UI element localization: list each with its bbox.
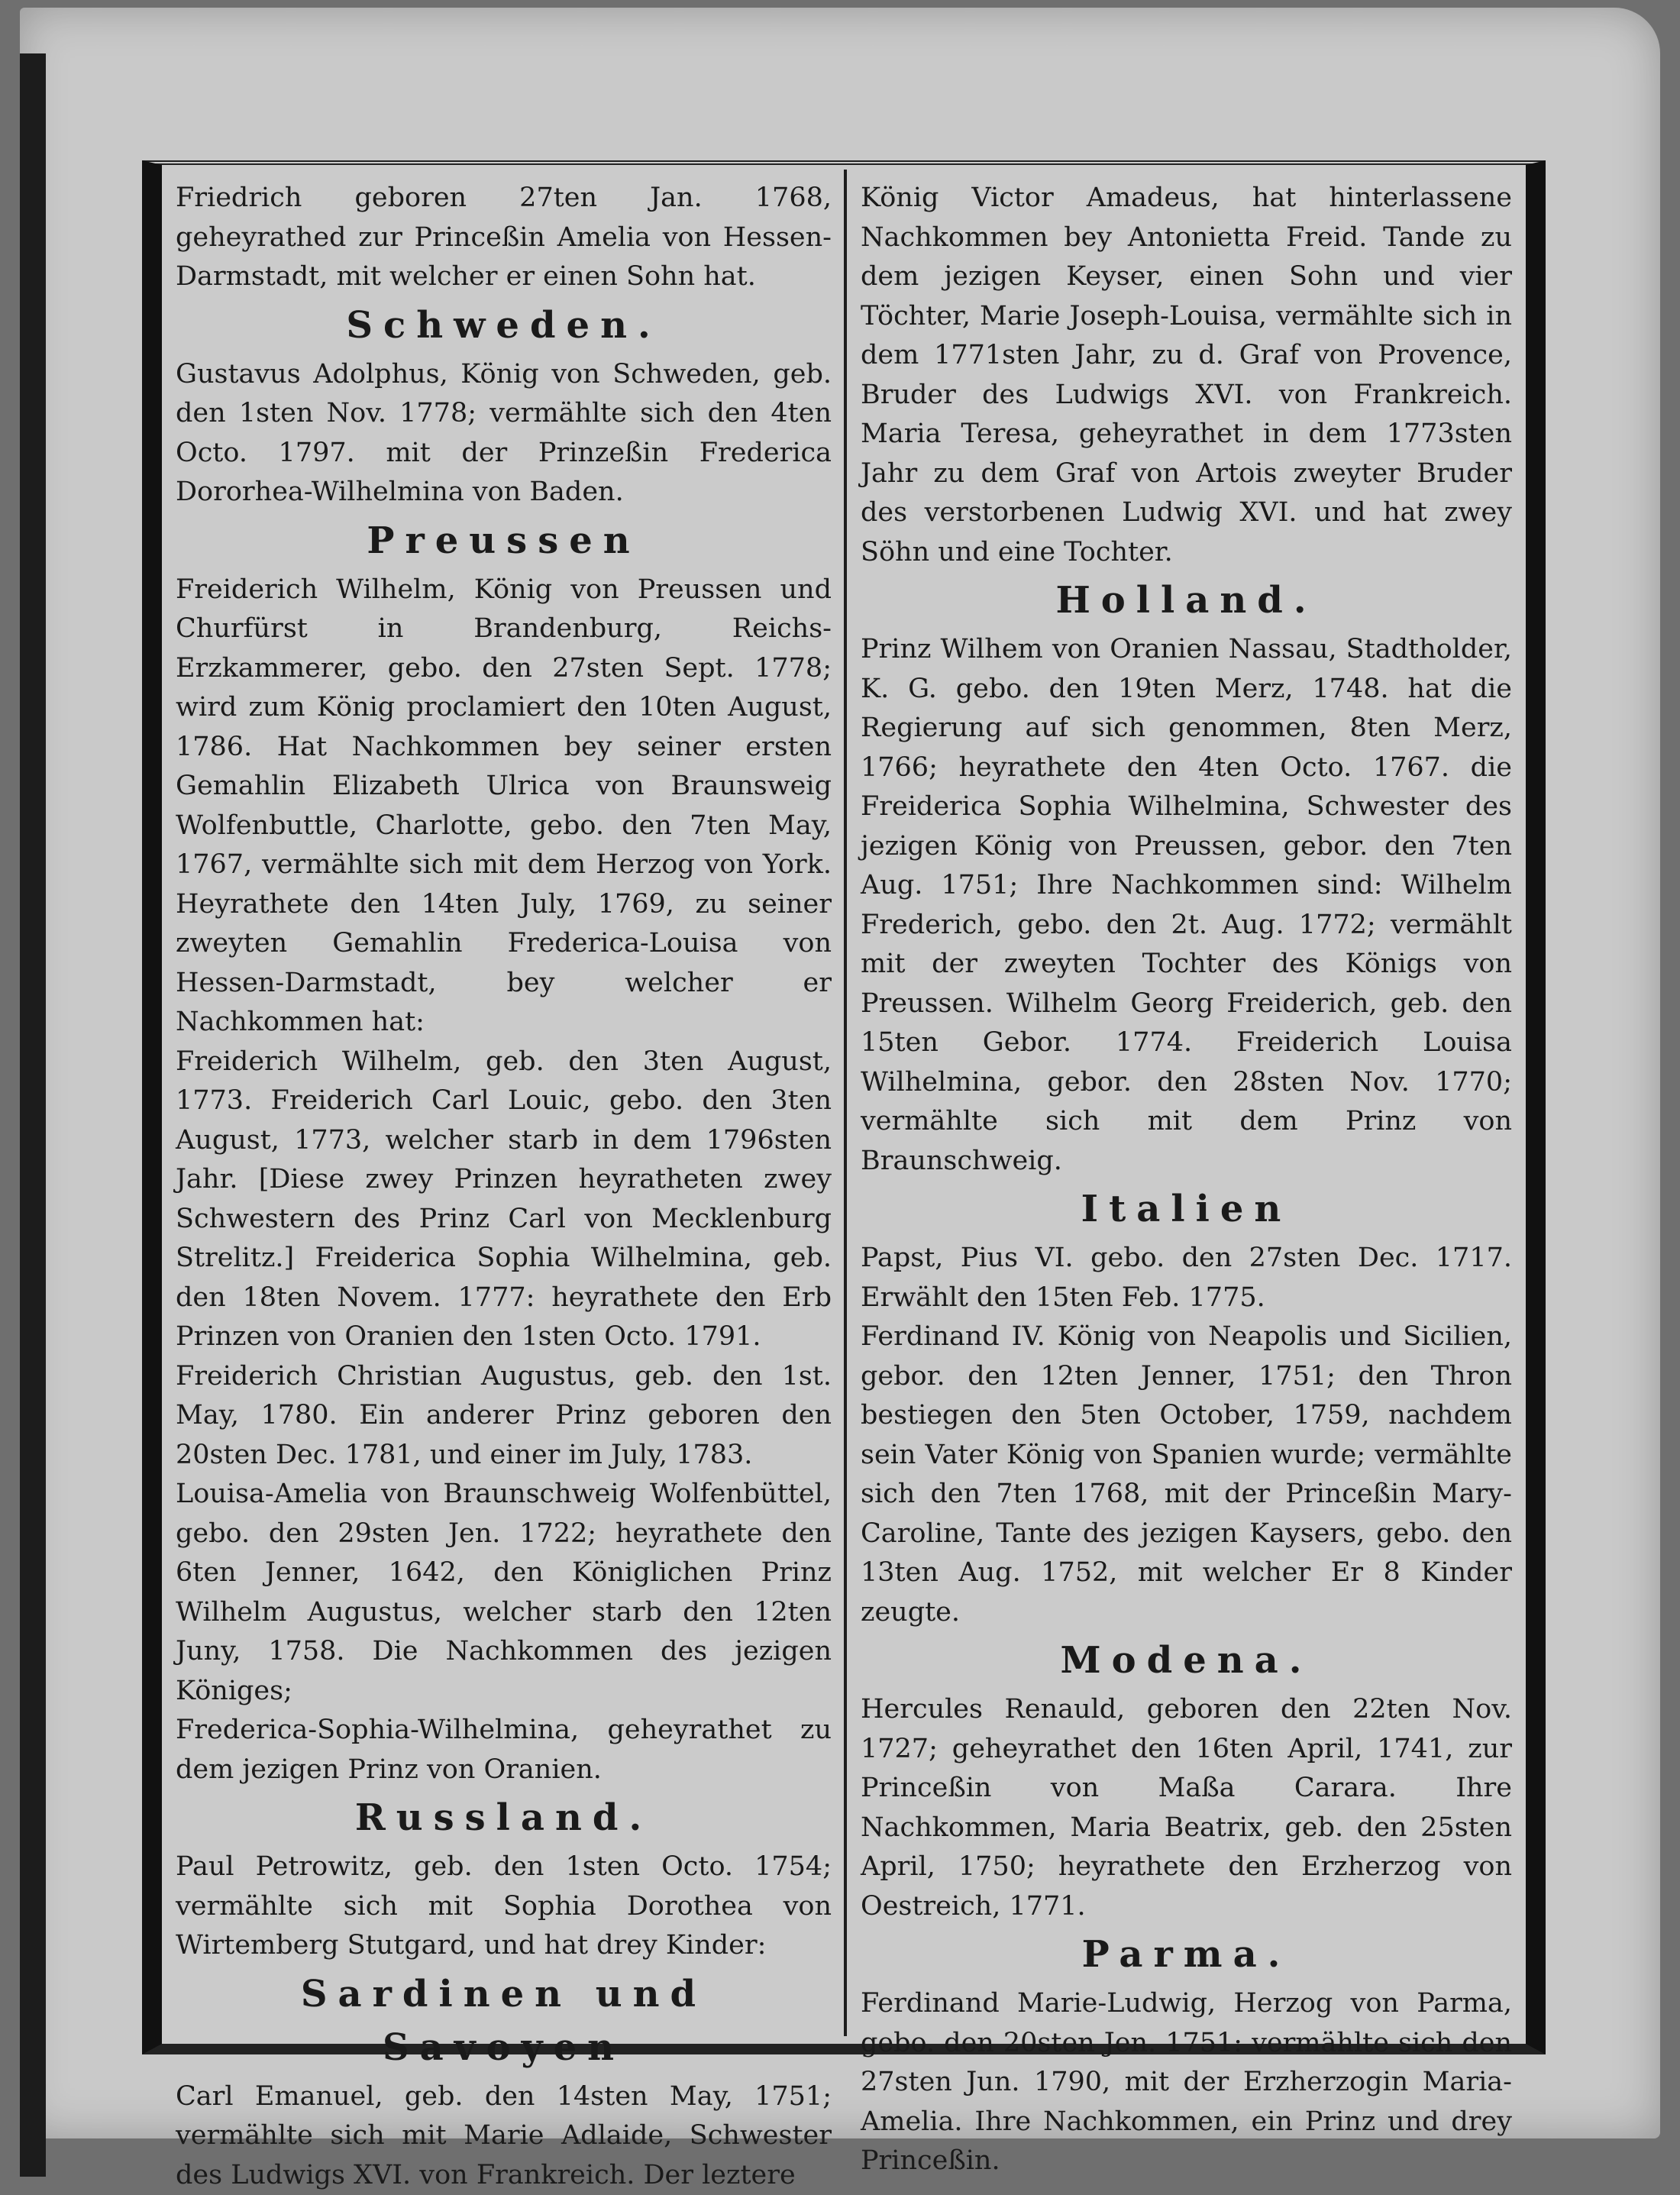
paragraph: Papst, Pius VI. gebo. den 27sten Dec. 1717. Erwählt den 15ten Feb. 1775. — [861, 1239, 1512, 1317]
left-column — [162, 179, 845, 2029]
book-page — [20, 8, 1660, 2138]
paragraph: Paul Petrowitz, geb. den 1sten Octo. 1754; vermählte sich mit Sophia Dorothea von Wirtemberg Stutgard, und hat drey Kinder: — [176, 1847, 832, 1966]
paragraph: Ferdinand IV. König von Neapolis und Sicilien, gebor. den 12ten Jenner, 1751; den Thron bestiegen den 5ten October, 1759, nachdem sein Vater König von Spanien wurde; vermählte sich den 7ten 1768, mit der Princeßin Mary-Caroline, Tante des jezigen Kaysers, gebo. den 13ten Aug. 1752, mit welcher Er 8 Kinder zeugte. — [861, 1317, 1512, 1632]
section-heading: Italien — [861, 1182, 1512, 1236]
section-heading: Holland. — [861, 574, 1512, 627]
paragraph: Gustavus Adolphus, König von Schweden, geb. den 1sten Nov. 1778; vermählte sich den 4ten Octo. 1797. mit der Prinzeßin Frederica Dororhea-Wilhelmina von Baden. — [176, 355, 832, 512]
section-heading: Sardinen und Savoyen — [176, 1967, 832, 2074]
book-spine-edge — [20, 53, 46, 2177]
text-frame — [142, 160, 1546, 2054]
paragraph: Freiderich Wilhelm, König von Preussen und Churfürst in Brandenburg, Reichs-Erzkammerer, gebo. den 27sten Sept. 1778; wird zum König proclamiert den 10ten August, 1786. Hat Nachkommen bey seiner ersten Gemahlin Elizabeth Ulrica von Braunsweig Wolfenbuttle, Charlotte, gebo. den 7ten May, 1767, vermählte sich mit dem Herzog von York. Heyrathete den 14ten July, 1769, zu seiner zweyten Gemahlin Frederica-Louisa von Hessen-Darmstadt, bey welcher er Nachkommen hat: — [176, 571, 832, 1043]
paragraph: Ferdinand Marie-Ludwig, Herzog von Parma, gebo. den 20sten Jen. 1751: vermählte sich den 27sten Jun. 1790, mit der Erzherzogin Maria-Amelia. Ihre Nachkommen, ein Prinz und drey Princeßin. — [861, 1984, 1512, 2181]
paragraph: Carl Emanuel, geb. den 14sten May, 1751; vermählte sich mit Marie Adlaide, Schwester des Ludwigs XVI. von Frankreich. Der leztere — [176, 2077, 832, 2195]
section-heading: Russland. — [176, 1791, 832, 1844]
paragraph: Friedrich geboren 27ten Jan. 1768, geheyrathed zur Princeßin Amelia von Hessen-Darmstadt, mit welcher er einen Sohn hat. — [176, 179, 832, 297]
paragraph: Louisa-Amelia von Braunschweig Wolfenbüttel, gebo. den 29sten Jen. 1722; heyrathete den 6ten Jenner, 1642, den Königlichen Prinz Wilhelm Augustus, welcher starb den 12ten Juny, 1758. Die Nachkommen des jezigen Königes; — [176, 1475, 832, 1711]
paragraph: Prinz Wilhem von Oranien Nassau, Stadtholder, K. G. gebo. den 19ten Merz, 1748. hat die Regierung auf sich genommen, 8ten Merz, 1766; heyrathete den 4ten Octo. 1767. die Freiderica Sophia Wilhelmina, Schwester des jezigen König von Preussen, gebor. den 7ten Aug. 1751; Ihre Nachkommen sind: Wilhelm Frederich, gebo. den 2t. Aug. 1772; vermählt mit der zweyten Tochter des Königs von Preussen. Wilhelm Georg Freiderich, geb. den 15ten Gebor. 1774. Freiderich Louisa Wilhelmina, gebor. den 28sten Nov. 1770; vermählte sich mit dem Prinz von Braunschweig. — [861, 630, 1512, 1181]
section-heading: Schweden. — [176, 299, 832, 352]
paragraph: Freiderich Wilhelm, geb. den 3ten August, 1773. Freiderich Carl Louic, gebo. den 3ten August, 1773, welcher starb in dem 1796sten Jahr. [Diese zwey Prinzen heyratheten zwey Schwestern des Prinz Carl von Mecklenburg Strelitz.] Freiderica Sophia Wilhelmina, geb. den 18ten Novem. 1777: heyrathete den Erb Prinzen von Oranien den 1sten Octo. 1791. — [176, 1043, 832, 1357]
right-column — [847, 179, 1526, 2029]
section-heading: Preussen — [176, 514, 832, 567]
section-heading: Parma. — [861, 1928, 1512, 1981]
paragraph: Hercules Renauld, geboren den 22ten Nov. 1727; geheyrathet den 16ten April, 1741, zur Princeßin von Maßa Carara. Ihre Nachkommen, Maria Beatrix, geb. den 25sten April, 1750; heyrathete den Erzherzog von Oestreich, 1771. — [861, 1690, 1512, 1926]
paragraph: Frederica-Sophia-Wilhelmina, geheyrathet zu dem jezigen Prinz von Oranien. — [176, 1711, 832, 1789]
section-heading: Modena. — [861, 1634, 1512, 1687]
paragraph: König Victor Amadeus, hat hinterlassene Nachkommen bey Antonietta Freid. Tande zu dem jezigen Keyser, einen Sohn und vier Töchter, Marie Joseph-Louisa, vermählte sich in dem 1771sten Jahr, zu d. Graf von Provence, Bruder des Ludwigs XVI. von Frankreich. Maria Teresa, geheyrathet in dem 1773sten Jahr zu dem Graf von Artois zweyter Bruder des verstorbenen Ludwig XVI. und hat zwey Söhn und eine Tochter. — [861, 179, 1512, 572]
paragraph: Freiderich Christian Augustus, geb. den 1st. May, 1780. Ein anderer Prinz geboren den 20sten Dec. 1781, und einer im July, 1783. — [176, 1357, 832, 1476]
